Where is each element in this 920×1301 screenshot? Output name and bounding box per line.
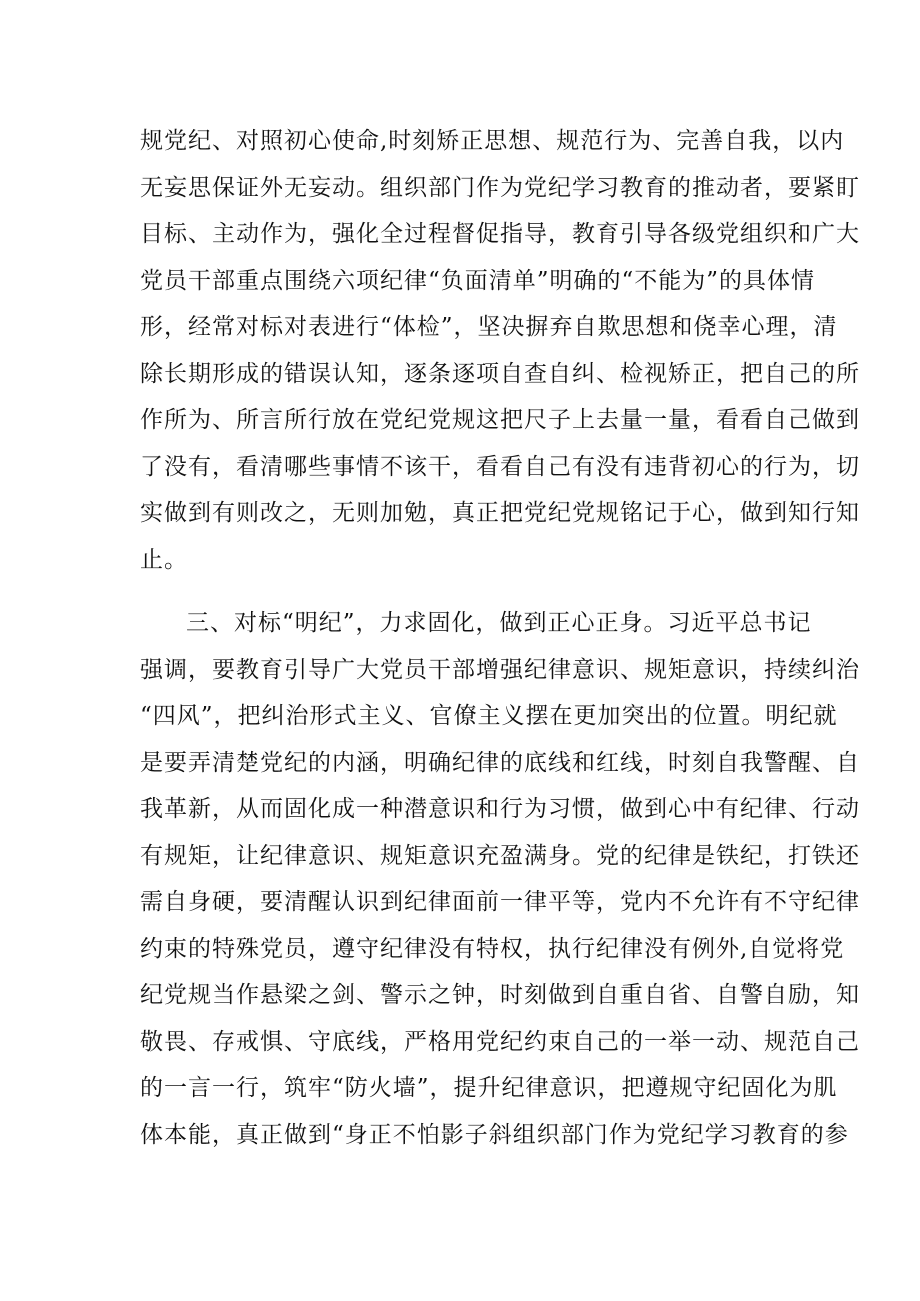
text-line: “四风”，把纠治形式主义、官僚主义摆在更加突出的位置。明纪就 [140,703,838,729]
text-line: 有规矩，让纪律意识、规矩意识充盈满身。党的纪律是铁纪，打铁还 [140,842,860,869]
text-line: 形，经常对标对表进行“体检”，坚决摒弃自欺思想和侥幸心理，清 [140,314,838,340]
paragraph-1 [140,118,860,583]
text-line: 是要弄清楚党纪的内涵，明确纪律的底线和红线，时刻自我警醒、自 [140,749,860,776]
text-line: 纪党规当作悬梁之剑、警示之钟，时刻做到自重自省、自警自励，知 [140,982,860,1008]
text-line: 敬畏、存戒惧、守底线，严格用党纪约束自己的一举一动、规范自己 [140,1028,860,1055]
text-line: 规党纪、对照初心使命,时刻矫正思想、规范行为、完善自我，以内 [140,128,845,154]
text-line: 无妄思保证外无妄动。组织部门作为党纪学习教育的推动者，要紧盯 [140,174,860,201]
text-line: 需自身硬，要清醒认识到纪律面前一律平等，党内不允许有不守纪律 [140,889,860,915]
text-line: 体本能，真正做到“身正不怕影子斜组织部门作为党纪学习教育的参 [140,1121,849,1148]
text-line: 止。 [140,546,188,573]
paragraph-2 [140,600,860,1158]
text-line: 了没有，看清哪些事情不该干，看看自己有没有违背初心的行为，切 [140,453,860,480]
text-line: 除长期形成的错误认知，逐条逐项自查自纠、检视矫正，把自己的所 [140,360,860,387]
text-line: 目标、主动作为，强化全过程督促指导，教育引导各级党组织和广大 [140,221,860,247]
text-line: 强调，要教育引导广大党员干部增强纪律意识、规矩意识，持续纠治 [140,656,860,683]
text-line: 党员干部重点围绕六项纪律“负面清单”明确的“不能为”的具体情 [140,267,816,294]
text-line: 的一言一行，筑牢“防火墙”，提升纪律意识，把遵规守纪固化为肌 [140,1075,838,1101]
text-line: 实做到有则改之，无则加勉，真正把党纪党规铭记于心，做到知行知 [140,500,860,526]
text-line: 约束的特殊党员，遵守纪律没有特权，执行纪律没有例外,自觉将党 [140,935,845,962]
text-line: 我革新，从而固化成一种潜意识和行为习惯，做到心中有纪律、行动 [140,796,860,822]
section-heading-line: 三、对标“明纪”，力求固化，做到正心正身。习近平总书记 [186,610,812,636]
text-line: 作所为、所言所行放在党纪党规这把尺子上去量一量，看看自己做到 [140,407,860,433]
